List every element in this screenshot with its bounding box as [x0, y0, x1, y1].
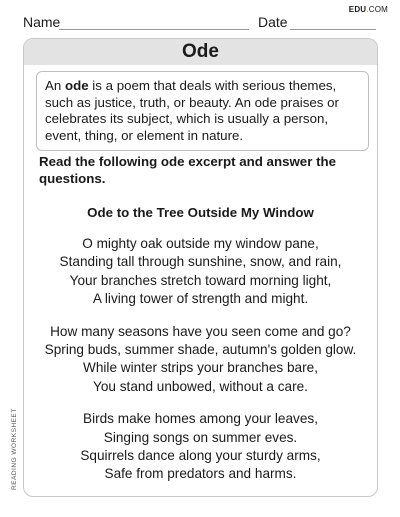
poem-line: Spring buds, summer shade, autumn's golden glow.	[44, 342, 357, 358]
poem-line: A living tower of strength and might.	[92, 291, 309, 307]
definition-text-post: is a poem that deals with serious themes, such as justice, truth, or beauty. An ode praises or celebrates its subject, which is usually a person, event, thing, or element in nature.	[45, 78, 339, 143]
poem-line: Safe from predators and harms.	[104, 466, 297, 482]
poem-line: Birds make homes among your leaves,	[83, 411, 318, 427]
worksheet-panel	[23, 38, 378, 497]
name-line[interactable]	[59, 29, 249, 30]
name-label: Name	[23, 14, 61, 30]
page-title: Ode	[24, 39, 377, 65]
poem-line: While winter strips your branches bare,	[83, 360, 318, 376]
poem-body	[24, 235, 377, 497]
definition-box	[36, 71, 369, 151]
date-line[interactable]	[290, 29, 376, 30]
brand-logo: EDU.COM	[348, 5, 388, 14]
instructions: Read the following ode excerpt and answer the questions.	[39, 154, 337, 186]
stanza-1	[24, 235, 377, 309]
stanza-3	[24, 410, 377, 484]
definition-text-pre: An	[45, 78, 65, 93]
poem-title: Ode to the Tree Outside My Window	[87, 205, 314, 220]
side-label: READING WORKSHEET	[11, 408, 18, 490]
date-label: Date	[258, 14, 288, 30]
poem-line: Singing songs on summer eves.	[103, 429, 298, 445]
poem-line: Squirrels dance along your sturdy arms,	[80, 448, 321, 464]
stanza-2	[24, 323, 377, 397]
poem-line: O mighty oak outside my window pane,	[82, 236, 319, 251]
poem-line: Standing tall through sunshine, snow, and rain,	[59, 254, 342, 270]
poem-line: How many seasons have you seen come and go?	[50, 323, 351, 339]
definition-term: ode	[64, 78, 89, 93]
poem-line: You stand unbowed, without a care.	[93, 378, 308, 394]
poem-line: Your branches stretch toward morning light,	[69, 272, 332, 288]
